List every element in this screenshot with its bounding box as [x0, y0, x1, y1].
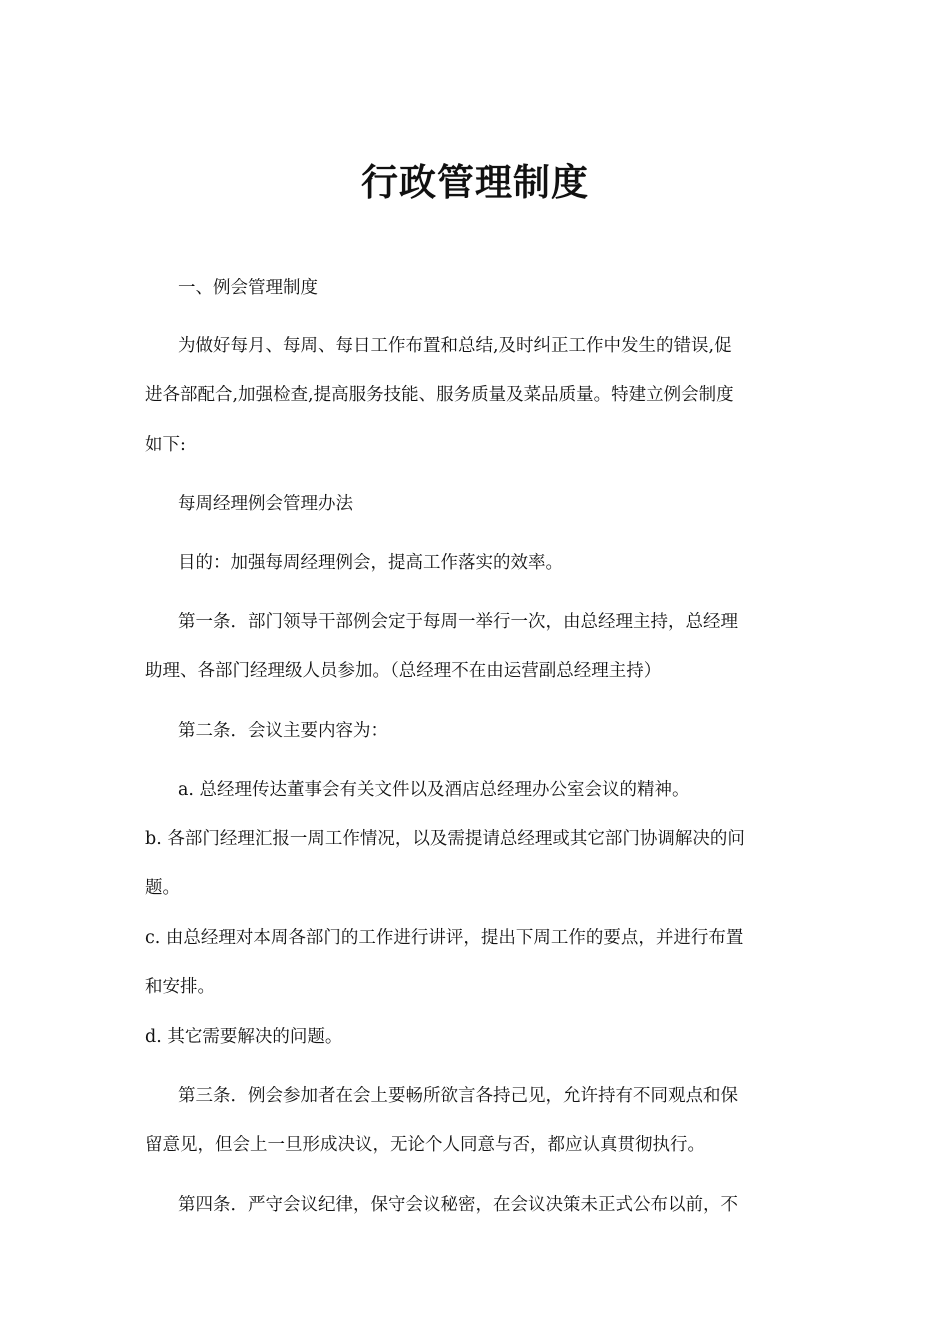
list-item: b. 各部门经理汇报一周工作情况，以及需提请总经理或其它部门协调解决的问 — [145, 829, 745, 849]
list-item: a. 总经理传达董事会有关文件以及酒店总经理办公室会议的精神。 — [178, 780, 690, 800]
list-item: 题。 — [145, 878, 180, 898]
list-item: 和安排。 — [145, 977, 215, 997]
article-line: 第二条．会议主要内容为： — [178, 721, 388, 741]
paragraph-line: 为做好每月、每周、每日工作布置和总结,及时纠正工作中发生的错误,促 — [178, 336, 732, 356]
list-item: c. 由总经理对本周各部门的工作进行讲评，提出下周工作的要点，并进行布置 — [145, 928, 744, 948]
list-item: d. 其它需要解决的问题。 — [145, 1027, 343, 1047]
article-line: 第三条．例会参加者在会上要畅所欲言各持己见，允许持有不同观点和保 — [178, 1086, 738, 1106]
article-line: 第四条．严守会议纪律，保守会议秘密，在会议决策未正式公布以前，不 — [178, 1195, 738, 1215]
paragraph-line: 如下: — [145, 435, 186, 455]
subsection-heading: 每周经理例会管理办法 — [178, 494, 353, 514]
article-line: 留意见，但会上一旦形成决议，无论个人同意与否，都应认真贯彻执行。 — [145, 1135, 705, 1155]
paragraph-line: 进各部配合,加强检查,提高服务技能、服务质量及菜品质量。特建立例会制度 — [145, 385, 734, 405]
paragraph-line: 目的：加强每周经理例会，提高工作落实的效率。 — [178, 553, 563, 573]
article-line: 第一条．部门领导干部例会定于每周一举行一次，由总经理主持，总经理 — [178, 612, 738, 632]
section-heading: 一、例会管理制度 — [178, 278, 318, 298]
document-title: 行政管理制度 — [361, 161, 589, 204]
article-line: 助理、各部门经理级人员参加。（总经理不在由运营副总经理主持） — [145, 661, 662, 681]
